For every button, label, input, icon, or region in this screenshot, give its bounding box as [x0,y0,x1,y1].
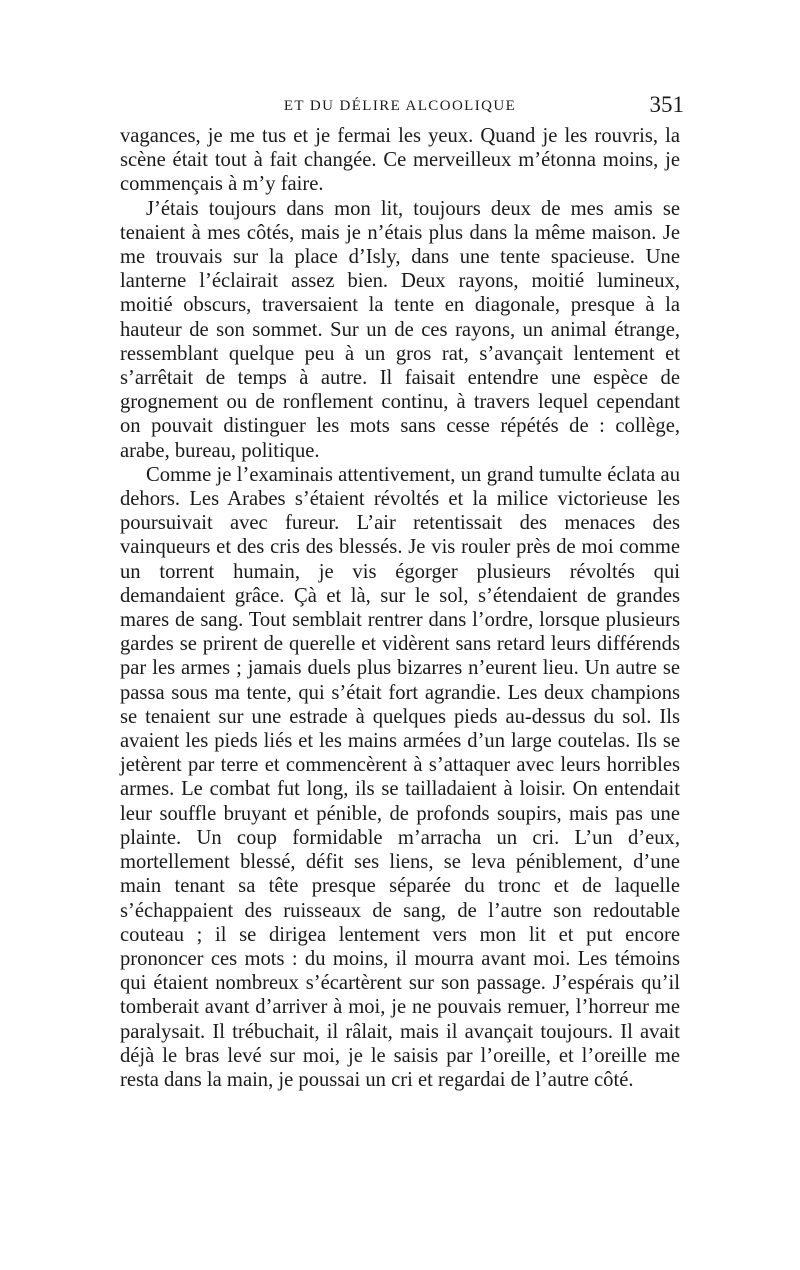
page-number: 351 [649,92,684,117]
running-header [120,92,684,122]
paragraph-tent-scene: J’étais toujours dans mon lit, toujours deux de mes amis se tenaient à mes côtés, mais je n’étais plus dans la même maison. Je me trouvais sur la place d’Isly, dans une tente spacieuse. Une lanterne l’éclairait assez bien. Deux rayons, moitié lumineux, moitié obscurs, traversaient la tente en diagonale, presque à la hauteur de son sommet. Sur un de ces rayons, un animal étrange, ressemblant quelque peu à un gros rat, s’avançait lentement et s’arrêtait de temps à autre. Il faisait entendre une espèce de grognement ou de ronflement continu, à travers lequel cependant on pouvait distinguer les mots sans cesse répétés de : collège, arabe, bureau, politique. [120,197,680,462]
paragraph-continuation: vagances, je me tus et je fermai les yeux. Quand je les rouvris, la scène était tout à fait changée. Ce merveilleux m’étonna moins, je commençais à m’y faire. [120,125,680,196]
paragraph-tumult: Comme je l’examinais attentivement, un grand tumulte éclata au dehors. Les Arabes s’étaient révoltés et la milice victorieuse les poursuivait avec fureur. L’air retentissait des menaces des vainqueurs et des cris des blessés. Je vis rouler près de moi comme un torrent humain, je vis égorger plusieurs révoltés qui demandaient grâce. Çà et là, sur le sol, s’étendaient de grandes mares de sang. Tout semblait rentrer dans l’ordre, lorsque plusieurs gardes se prirent de querelle et vidèrent sans retard leurs différends par les armes ; jamais duels plus bizarres n’eurent lieu. Un autre se passa sous ma tente, qui s’était fort agrandie. Les deux champions se tenaient sur une estrade à quelques pieds au-dessus du sol. Ils avaient les pieds liés et les mains armées d’un large coutelas. Ils se jetèrent par terre et commencèrent à s’attaquer avec leurs horribles armes. Le combat fut long, ils se tailladaient à loisir. On entendait leur souffle bruyant et pénible, de profonds soupirs, mais pas une plainte. Un coup formidable m’arracha un cri. L’un d’eux, mortellement blessé, défit ses liens, se leva péniblement, d’une main tenant sa tête presque séparée du tronc et de laquelle s’échappaient des ruisseaux de sang, de l’autre son redoutable couteau ; il se dirigea lentement vers mon lit et put encore prononcer ces mots : du moins, il mourra avant moi. Les témoins qui étaient nombreux s’écartèrent sur son passage. J’espérais qu’il tomberait avant d’arriver à moi, je ne pouvais remuer, l’horreur me paralysait. Il trébuchait, il râlait, mais il avançait toujours. Il avait déjà le bras levé sur moi, je le saisis par l’oreille, et l’oreille me resta dans la main, je poussai un cri et regardai de l’autre côté. [120,463,680,1091]
body-text [120,124,680,1092]
book-page [120,92,684,1092]
running-header-title: ET DU DÉLIRE ALCOOLIQUE [283,98,517,114]
